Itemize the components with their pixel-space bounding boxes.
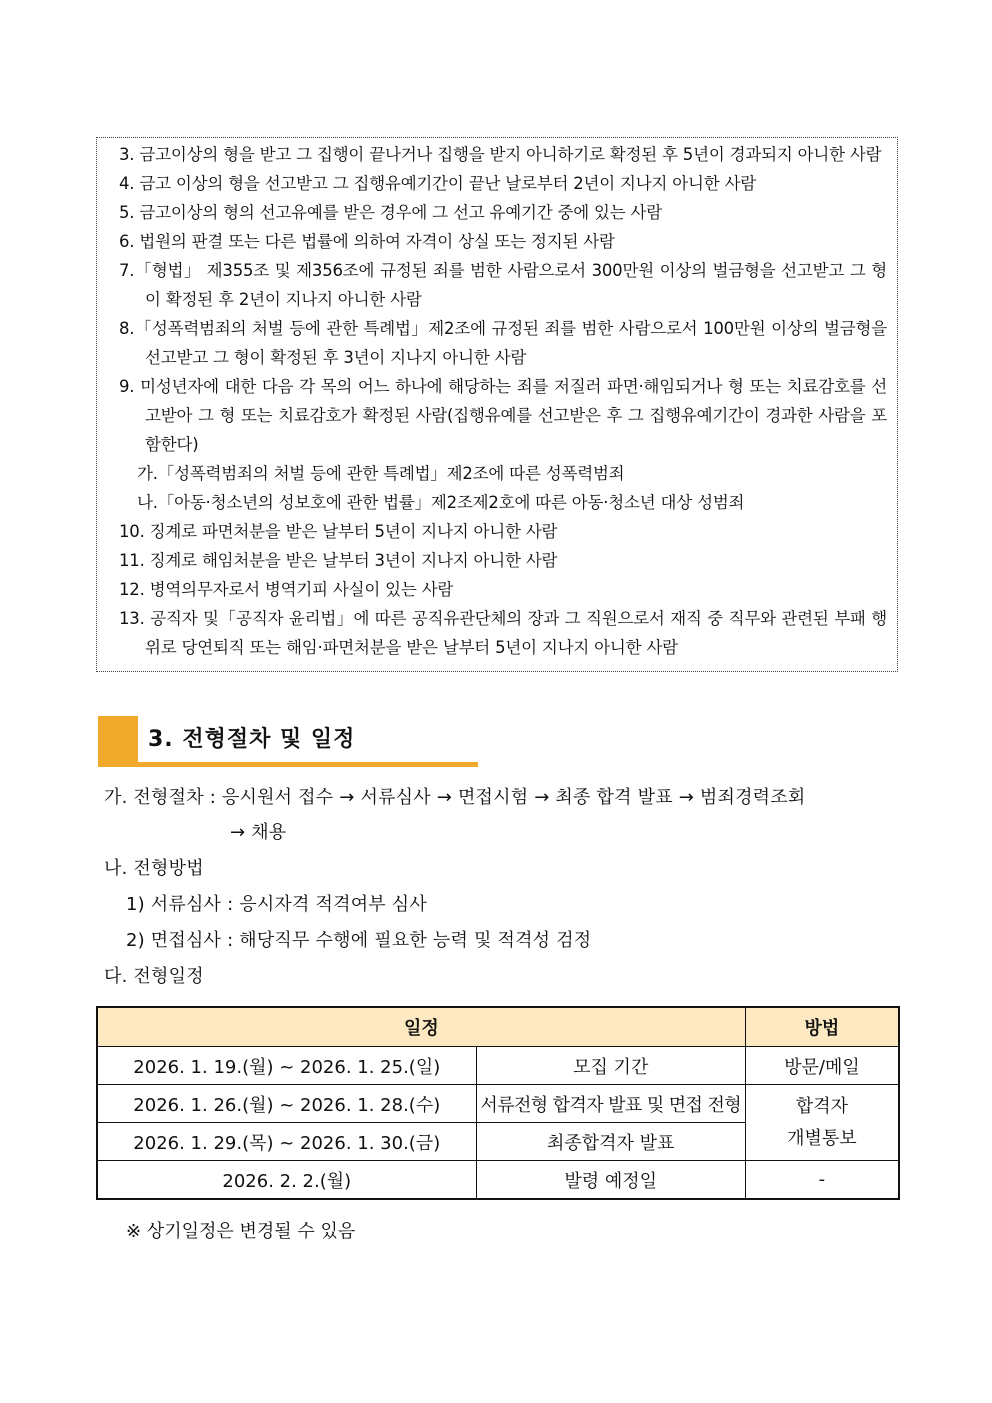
- table-row: [97, 1085, 899, 1123]
- schedule-title: 다. 전형일정: [104, 966, 204, 987]
- date-cell: 2026. 1. 19.(월) ~ 2026. 1. 25.(일): [97, 1047, 476, 1085]
- header-method: 방법: [745, 1007, 899, 1047]
- table-row: [97, 1047, 899, 1085]
- header-schedule: 일정: [97, 1007, 745, 1047]
- procedure-line-continued: → 채용: [230, 822, 287, 843]
- schedule-table: [96, 1006, 900, 1200]
- list-subitem: 나.「아동·청소년의 성보호에 관한 법률」제2조제2호에 따른 아동·청소년 대상 성범죄: [137, 493, 745, 512]
- procedure-line: 가. 전형절차 : 응시원서 접수 → 서류심사 → 면접시험 → 최종 합격 발표 → 범죄경력조회: [104, 787, 806, 808]
- list-item: 8.「성폭력범죄의 처벌 등에 관한 특례법」제2조에 규정된 죄를 범한 사람으로서 100만원 이상의 벌금형을 선고받고 그 형이 확정된 후 3년이 지나지 아니한 사람: [119, 319, 887, 367]
- section-title: 3. 전형절차 및 일정: [148, 727, 356, 752]
- method-cell: 합격자 개별통보: [745, 1085, 899, 1161]
- list-item: 4. 금고 이상의 형을 선고받고 그 집행유예기간이 끝난 날로부터 2년이 지나지 아니한 사람: [119, 174, 757, 193]
- list-item: 10. 징계로 파면처분을 받은 날부터 5년이 지나지 아니한 사람: [119, 522, 558, 541]
- list-item: 3. 금고이상의 형을 받고 그 집행이 끝나거나 집행을 받지 아니하기로 확정된 후 5년이 경과되지 아니한 사람: [119, 145, 882, 164]
- list-item: 5. 금고이상의 형의 선고유예를 받은 경우에 그 선고 유예기간 중에 있는 사람: [119, 203, 663, 222]
- method-title: 나. 전형방법: [104, 858, 204, 879]
- table-header-row: [97, 1007, 899, 1047]
- heading-accent-block: [98, 716, 138, 762]
- table-row: [97, 1161, 899, 1200]
- list-item: 9. 미성년자에 대한 다음 각 목의 어느 하나에 해당하는 죄를 저질러 파면·해임되거나 형 또는 치료감호를 선고받아 그 형 또는 치료감호가 확정된 사람(집행유예를 선고받은 후 그 집행유예기간이 경과한 사람을 포함한다): [119, 377, 887, 454]
- date-cell: 2026. 1. 26.(월) ~ 2026. 1. 28.(수): [97, 1085, 476, 1123]
- list-item: 6. 법원의 판결 또는 다른 법률에 의하여 자격이 상실 또는 정지된 사람: [119, 232, 615, 251]
- item-cell: 모집 기간: [476, 1047, 745, 1085]
- item-cell: 발령 예정일: [476, 1161, 745, 1200]
- list-item: 7.「형법」 제355조 및 제356조에 규정된 죄를 범한 사람으로서 300만원 이상의 벌금형을 선고받고 그 형이 확정된 후 2년이 지나지 아니한 사람: [119, 261, 887, 309]
- list-subitem: 가.「성폭력범죄의 처벌 등에 관한 특례법」제2조에 따른 성폭력범죄: [137, 464, 625, 483]
- list-item: 13. 공직자 및「공직자 윤리법」에 따른 공직유관단체의 장과 그 직원으로서 재직 중 직무와 관련된 부패 행위로 당연퇴직 또는 해임·파면처분을 받은 날부터 5년이 지나지 아니한 사람: [119, 609, 887, 657]
- date-cell: 2026. 2. 2.(월): [97, 1161, 476, 1200]
- method-item: 2) 면접심사 : 해당직무 수행에 필요한 능력 및 적격성 검정: [126, 930, 592, 951]
- section-heading: [98, 716, 478, 768]
- disqualification-list: [119, 140, 887, 662]
- disqualification-box: [96, 137, 898, 672]
- method-item: 1) 서류심사 : 응시자격 적격여부 심사: [126, 894, 427, 915]
- list-item: 11. 징계로 해임처분을 받은 날부터 3년이 지나지 아니한 사람: [119, 551, 558, 570]
- list-item: 12. 병역의무자로서 병역기피 사실이 있는 사람: [119, 580, 454, 599]
- method-cell: -: [745, 1161, 899, 1200]
- date-cell: 2026. 1. 29.(목) ~ 2026. 1. 30.(금): [97, 1123, 476, 1161]
- item-cell: 최종합격자 발표: [476, 1123, 745, 1161]
- method-cell: 방문/메일: [745, 1047, 899, 1085]
- schedule-note: ※ 상기일정은 변경될 수 있음: [126, 1221, 356, 1242]
- item-cell: 서류전형 합격자 발표 및 면접 전형: [476, 1085, 745, 1123]
- heading-underline: [98, 762, 478, 767]
